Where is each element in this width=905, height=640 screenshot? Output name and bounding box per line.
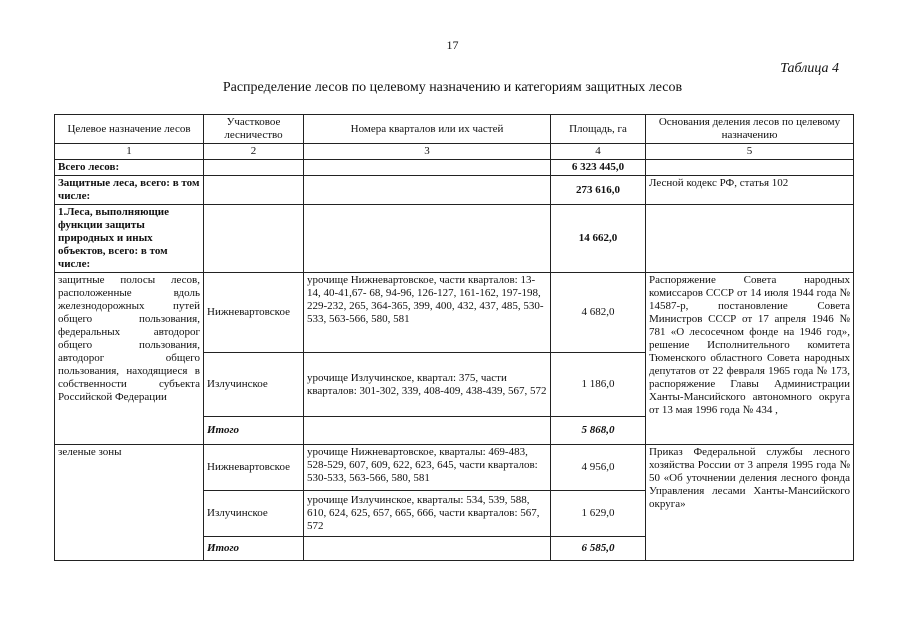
table-row xyxy=(55,160,854,176)
protective-label: Защитные леса, всего: в том числе: xyxy=(55,176,204,205)
subtotal-area: 5 868,0 xyxy=(551,417,646,445)
table-label: Таблица 4 xyxy=(780,61,839,76)
district-name: Нижневартовское xyxy=(204,445,304,491)
district-name: Излучинское xyxy=(204,353,304,417)
header-purpose: Целевое назначение лесов xyxy=(55,115,204,144)
table-row xyxy=(55,176,854,205)
protective-basis: Лесной кодекс РФ, статья 102 xyxy=(646,176,854,205)
total-area: 6 323 445,0 xyxy=(551,160,646,176)
header-row xyxy=(55,115,854,144)
page-number: 17 xyxy=(446,38,459,52)
area-value: 1 629,0 xyxy=(551,491,646,537)
area-value: 1 186,0 xyxy=(551,353,646,417)
area-value: 4 956,0 xyxy=(551,445,646,491)
district-name: Излучинское xyxy=(204,491,304,537)
table-row xyxy=(55,205,854,273)
total-label: Всего лесов: xyxy=(55,160,204,176)
green-purpose: зеленые зоны xyxy=(55,445,204,537)
column-number: 1 xyxy=(55,144,204,160)
strips-purpose: защитные полосы лесов, расположенные вдоль железнодорожных путей общего пользования, федеральных автодорог общего пользования, автодорог общего пользования, находящиеся в собственности субъекта Российской Федерации xyxy=(55,273,204,417)
district-name: Нижневартовское xyxy=(204,273,304,353)
subtotal-label: Итого xyxy=(204,537,304,561)
document-title: Распределение лесов по целевому назначению и категориям защитных лесов xyxy=(222,80,683,95)
table-row xyxy=(55,273,854,353)
protective-area: 273 616,0 xyxy=(551,176,646,205)
quarters-list: урочище Излучинское, кварталы: 534, 539, 588, 610, 624, 625, 657, 665, 666, части кварталов: 567, 572 xyxy=(304,491,551,537)
strips-basis: Распоряжение Совета народных комиссаров СССР от 14 июля 1944 года № 14587-р, постановление Совета Министров СССР от 17 апреля 1946 № 781 «О лесосечном фонде на 1946 год», решение Исполнительного комитета Тюменского областного Совета народных депутатов от 22 февраля 1965 года № 173, распоряжение Главы Администрации Ханты-Мансийского автономного округа от 13 мая 1996 года № 434 , xyxy=(646,273,854,445)
column-number: 5 xyxy=(646,144,854,160)
quarters-list: урочище Излучинское, квартал: 375, части кварталов: 301-302, 339, 408-409, 438-439, 567, 572 xyxy=(304,353,551,417)
quarters-list: урочище Нижневартовское, части кварталов: 13-14, 40-41,67- 68, 94-96, 126-127, 161-162, 197-198, 229-232, 265, 364-365, 399, 400, 432, 437, 485, 530-533, 563-566, 580, 581 xyxy=(304,273,551,353)
area-value: 4 682,0 xyxy=(551,273,646,353)
subtotal-label: Итого xyxy=(204,417,304,445)
forest-distribution-table xyxy=(54,114,854,561)
table-row xyxy=(55,445,854,491)
header-district: Участковое лесничество xyxy=(204,115,304,144)
column-number: 2 xyxy=(204,144,304,160)
group1-area: 14 662,0 xyxy=(551,205,646,273)
header-basis: Основания деления лесов по целевому назначению xyxy=(646,115,854,144)
header-area: Площадь, га xyxy=(551,115,646,144)
green-basis: Приказ Федеральной службы лесного хозяйства России от 3 апреля 1995 года № 50 «Об уточнении деления лесного фонда Управления лесами Ханты-Мансийского округа» xyxy=(646,445,854,561)
group1-label: 1.Леса, выполняющие функции защиты природных и иных объектов, всего: в том числе: xyxy=(55,205,204,273)
subtotal-area: 6 585,0 xyxy=(551,537,646,561)
column-number: 3 xyxy=(304,144,551,160)
column-number-row xyxy=(55,144,854,160)
quarters-list: урочище Нижневартовское, кварталы: 469-483, 528-529, 607, 609, 622, 623, 645, части кварталов: 530-533, 563-566, 580, 581 xyxy=(304,445,551,491)
header-quarters: Номера кварталов или их частей xyxy=(304,115,551,144)
column-number: 4 xyxy=(551,144,646,160)
